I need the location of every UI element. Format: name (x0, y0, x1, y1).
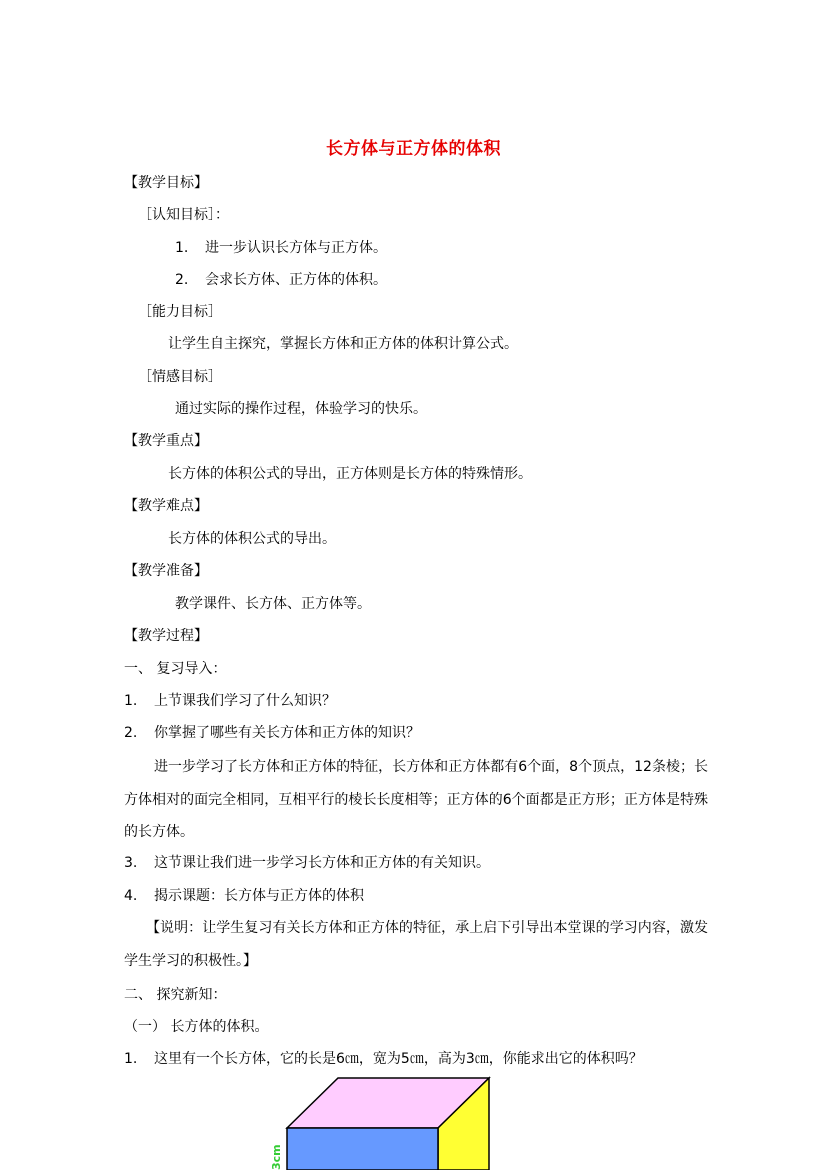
preparation-heading: 【教学准备】 (124, 563, 208, 579)
list-text: 揭示课题：长方体与正方体的体积 (154, 888, 364, 904)
preparation-text: 教学课件、长方体、正方体等。 (175, 596, 371, 612)
list-number: 1. (124, 693, 138, 709)
ability-goal-text: 让学生自主探究，掌握长方体和正方体的体积计算公式。 (168, 336, 518, 352)
process-heading: 【教学过程】 (124, 628, 208, 644)
list-number: 1. (124, 1051, 138, 1067)
teaching-note: 【说明：让学生复习有关长方体和正方体的特征，承上启下引导出本堂课的学习内容，激发学生学习的积极性。】 (124, 920, 708, 969)
list-text: 这里有一个长方体，它的长是6㎝，宽为5㎝，高为3㎝，你能求出它的体积吗？ (154, 1051, 643, 1067)
review-item (124, 724, 420, 742)
cognitive-goal-item (175, 271, 387, 289)
review-item (124, 887, 364, 905)
subsection-heading-cuboid-volume: （一） 长方体的体积。 (124, 1019, 269, 1035)
key-point-text: 长方体的体积公式的导出，正方体则是长方体的特殊情形。 (168, 466, 532, 482)
review-item (124, 692, 336, 710)
difficulty-text: 长方体的体积公式的导出。 (168, 531, 336, 547)
list-text: 你掌握了哪些有关长方体和正方体的知识？ (154, 725, 420, 741)
goals-heading: 【教学目标】 (124, 175, 208, 191)
cognitive-goal-item (175, 239, 387, 257)
section-heading-review: 一、 复习导入： (124, 661, 227, 677)
list-number: 4. (124, 888, 138, 904)
cuboid-front-face (287, 1128, 438, 1170)
section-heading-explore: 二、 探究新知： (124, 987, 227, 1003)
height-label: 3cm (270, 1144, 283, 1170)
list-text: 这节课让我们进一步学习长方体和正方体的有关知识。 (154, 855, 490, 871)
emotion-goal-text: 通过实际的操作过程，体验学习的快乐。 (175, 401, 427, 417)
explore-item (124, 1050, 643, 1068)
document-title: 长方体与正方体的体积 (326, 139, 501, 159)
difficulty-heading: 【教学难点】 (124, 498, 208, 514)
list-number: 3. (124, 855, 138, 871)
ability-goal-heading: ［能力目标］ (138, 304, 222, 320)
list-text: 进一步认识长方体与正方体。 (205, 240, 387, 256)
list-number: 1. (175, 240, 189, 256)
key-point-heading: 【教学重点】 (124, 433, 208, 449)
emotion-goal-heading: ［情感目标］ (138, 369, 222, 385)
list-text: 会求长方体、正方体的体积。 (205, 272, 387, 288)
list-number: 2. (175, 272, 189, 288)
review-item (124, 854, 490, 872)
list-number: 2. (124, 725, 138, 741)
list-text: 上节课我们学习了什么知识？ (154, 693, 336, 709)
cuboid-figure (262, 1074, 502, 1170)
review-paragraph: 进一步学习了长方体和正方体的特征，长方体和正方体都有6个面，8个顶点，12条棱；长方体相对的面完全相同，互相平行的棱长长度相等；正方体的6个面都是正方形；正方体是特殊的长方体。 (124, 759, 708, 840)
cognitive-goal-heading: ［认知目标］： (138, 207, 229, 223)
